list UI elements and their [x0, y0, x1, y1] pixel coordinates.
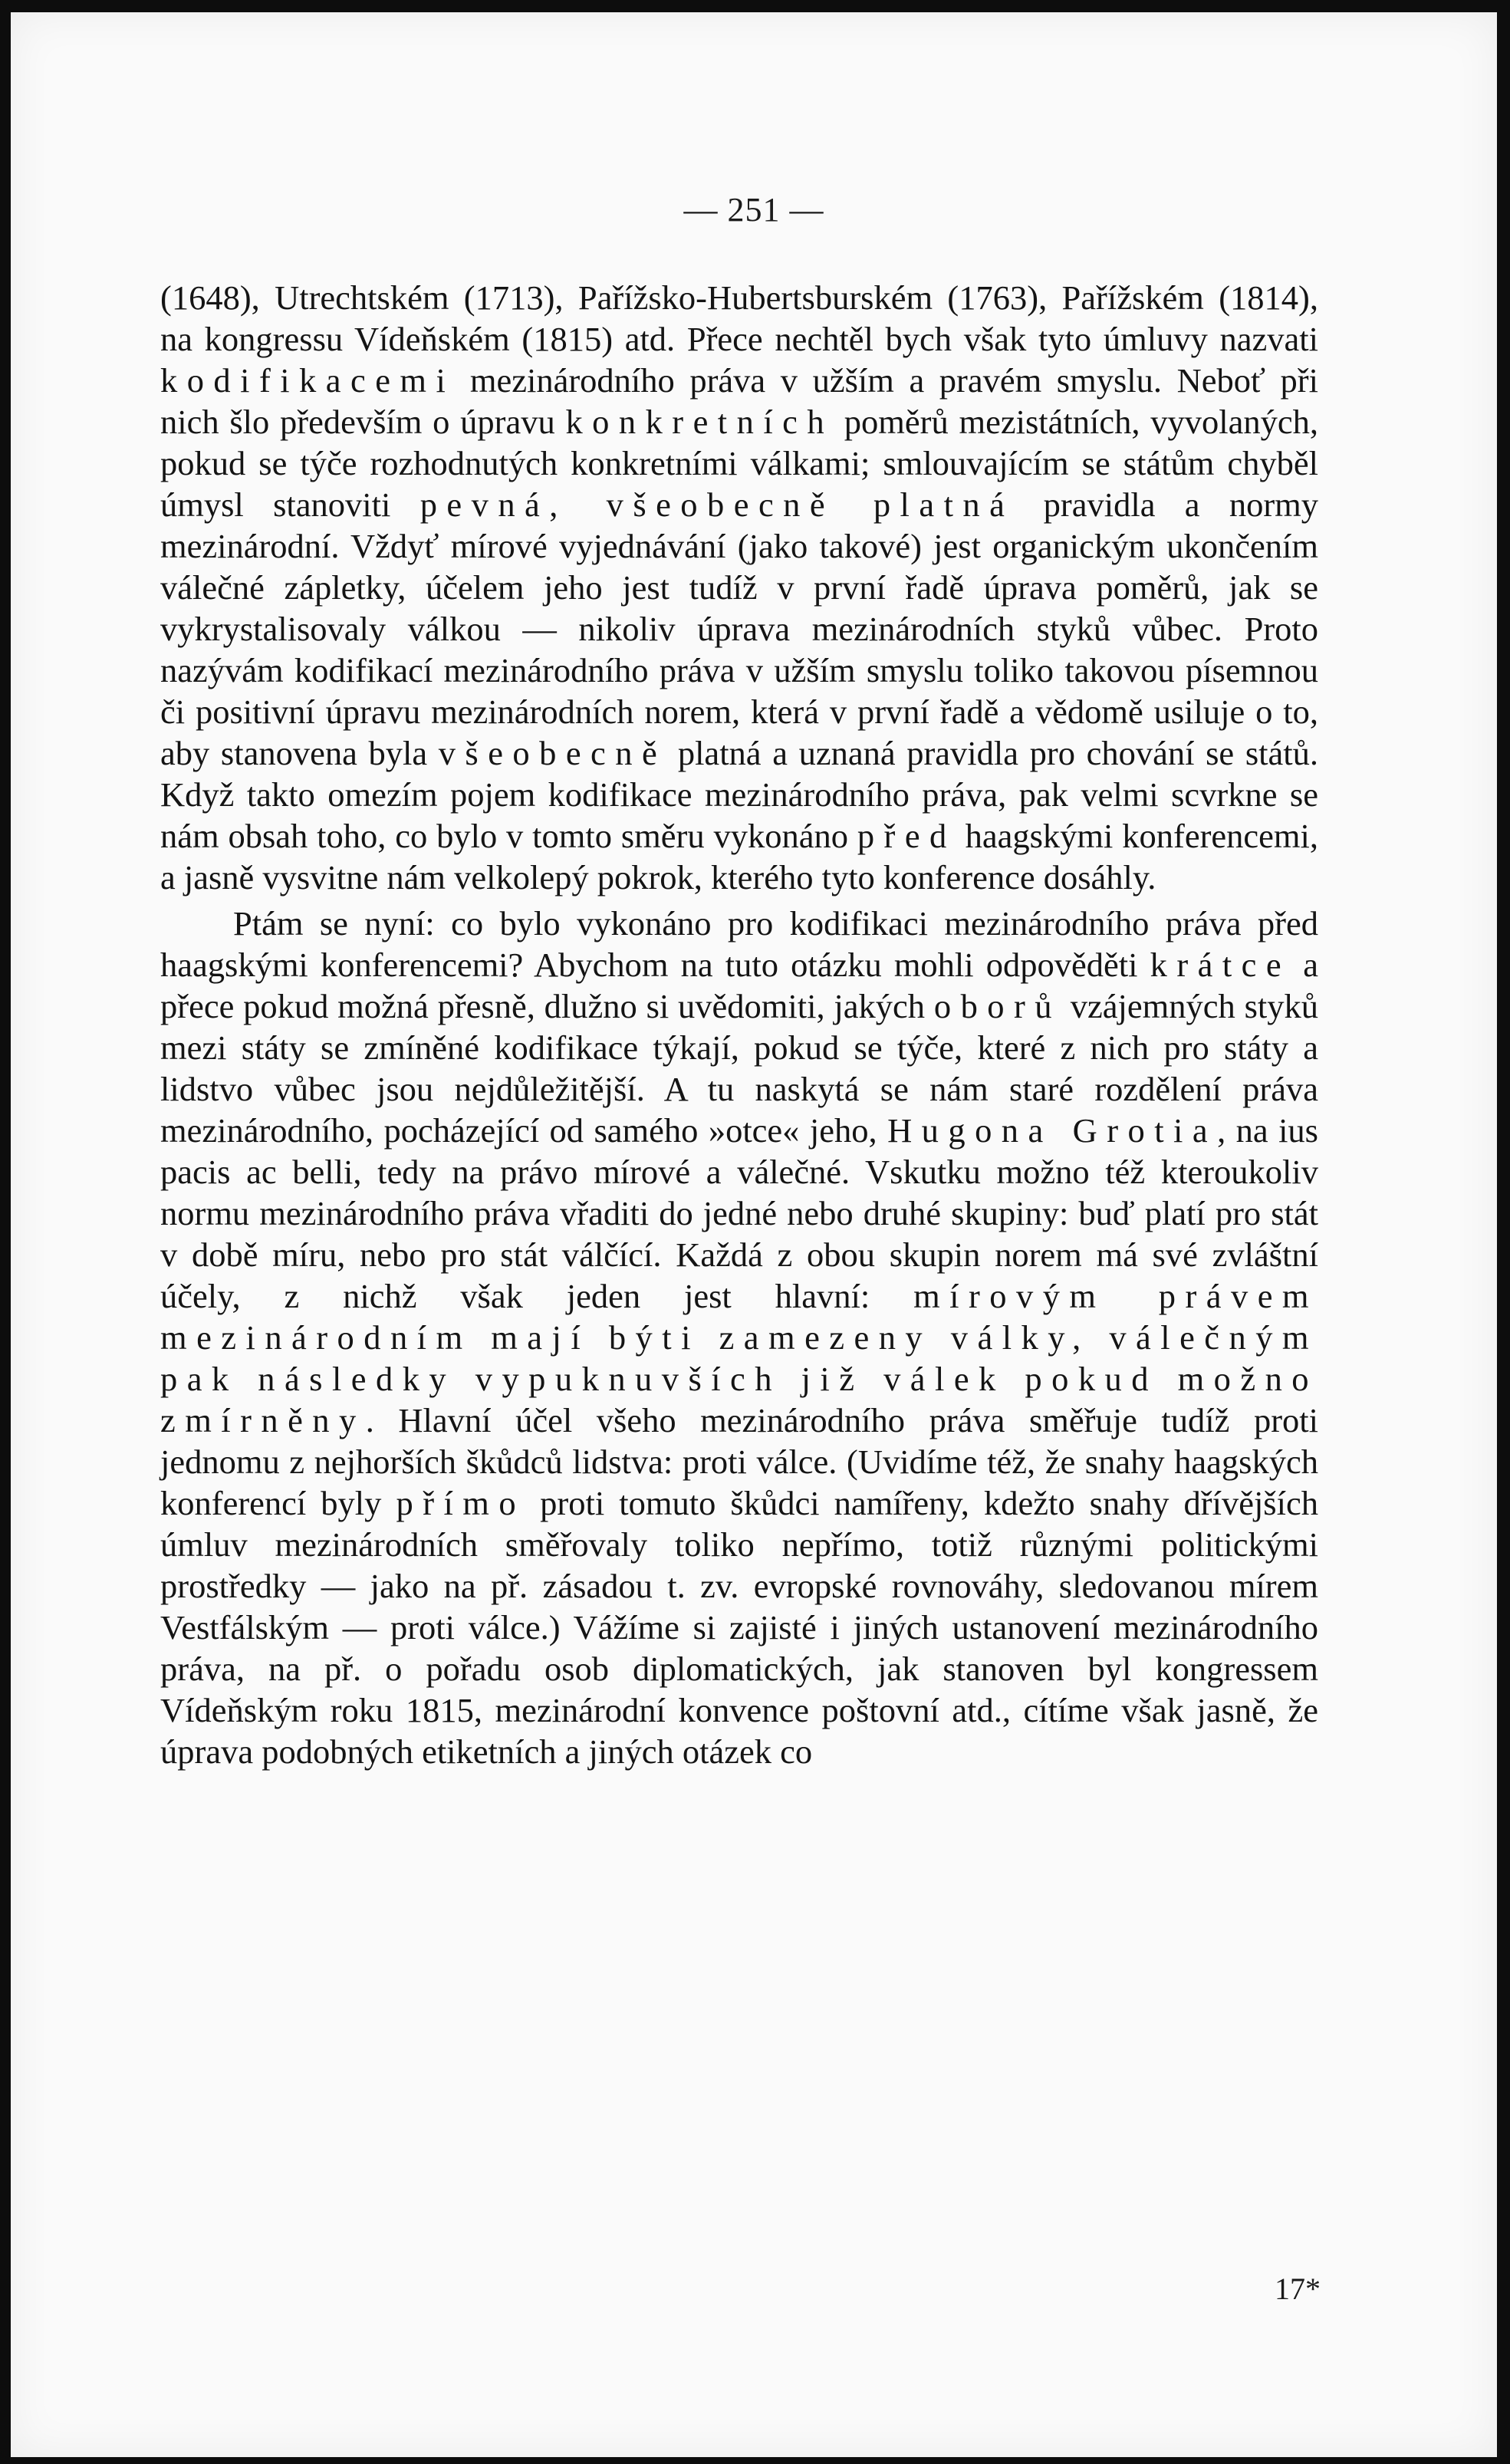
text-run: . Hlavní účel všeho mezinárodního práva směřuje tudíž proti jednomu z nejhorších škůdců lidstva: proti válce. (Uvidíme též, že snahy haagských konferencí byly [160, 1401, 1318, 1522]
signature-mark: 17* [1275, 2272, 1321, 2306]
paragraph-1 [160, 277, 1318, 898]
emphasis-spaced: před [857, 817, 956, 855]
book-page [11, 12, 1497, 2457]
text-run: a přece pokud možná přesně, dlužno si uvědomiti, jakých [160, 946, 1318, 1025]
text-run: mezinárodního práva v užším a pravém smyslu. Neboť při nich šlo především o úpravu [160, 361, 1318, 441]
text-run: poměrů mezistátních, vyvolaných, pokud se týče rozhodnutých konkretními válkami; smlouvajícím se státům chyběl úmysl stanoviti [160, 403, 1318, 524]
emphasis-spaced: pevná, všeobecně platná [419, 485, 1015, 524]
text-run: (1648), Utrechtském (1713), Pařížsko-Hubertsburském (1763), Pařížském (1814), na kongressu Vídeňském (1815) atd. Přece nechtěl bych však tyto úmluvy nazvati [160, 278, 1318, 358]
emphasis-spaced: oborů [933, 987, 1061, 1025]
emphasis-spaced: Hugona Grotia [887, 1111, 1218, 1150]
text-run: haagskými konferencemi, a jasně vysvitne nám velkolepý pokrok, kterého tyto konference dosáhly. [160, 817, 1318, 896]
emphasis-spaced: krátce [1150, 946, 1291, 984]
emphasis-spaced: mírovým právem mezinárodním mají býti zamezeny války, válečným pak následky vypuknuvších již válek pokud možno zmírněny [160, 1277, 1318, 1439]
paragraph-2 [160, 903, 1318, 1772]
body-text [160, 277, 1318, 1772]
text-run: vzájemných styků mezi státy se zmíněné kodifikace týkají, pokud se týče, které z nich pro státy a lidstvo vůbec jsou nejdůležitější. A tu naskytá se nám staré rozdělení práva mezinárodního, pocházející od samého »otce« jeho, [160, 987, 1318, 1150]
emphasis-spaced: kodifikacemi [160, 361, 456, 400]
emphasis-spaced: konkretních [565, 403, 834, 441]
text-run: platná a uznaná pravidla pro chování se států. Když takto omezím pojem kodifikace mezinárodního práva, pak velmi scvrkne se nám obsah toho, co bylo v tomto směru vykonáno [160, 734, 1318, 855]
emphasis-spaced: přímo [396, 1484, 526, 1522]
text-run: Ptám se nyní: co bylo vykonáno pro kodifikaci mezinárodního práva před haagskými konferencemi? Abychom na tuto otázku mohli odpověděti [160, 904, 1318, 984]
emphasis-spaced: všeobecně [438, 734, 667, 772]
page-number: — 251 — [683, 191, 824, 229]
text-run: , na ius pacis ac belli, tedy na právo mírové a válečné. Vskutku možno též kteroukoliv normu mezinárodního práva vřaditi do jedné nebo druhé skupiny: buď platí pro stát v době míru, nebo pro stát válčící. Každá z obou skupin norem má své zvláštní účely, z nichž však jeden jest hlavní: [160, 1111, 1318, 1315]
text-run: proti tomuto škůdci namířeny, kdežto snahy dřívějších úmluv mezinárodních směřovaly toliko nepřímo, totiž různými politickými prostředky — jako na př. zásadou t. zv. evropské rovnováhy, sledovanou mírem Vestfálským — proti válce.) Vážíme si zajisté i jiných ustanovení mezinárodního práva, na př. o pořadu osob diplomatických, jak stanoven byl kongressem Vídeňským roku 1815, mezinárodní konvence poštovní atd., cítíme však jasně, že úprava podobných etiketních a jiných otázek co [160, 1484, 1318, 1771]
text-run: pravidla a normy mezinárodní. Vždyť mírové vyjednávání (jako takové) jest organickým ukončením válečné zápletky, účelem jeho jest tudíž v první řadě úprava poměrů, jak se vykrystalisovaly válkou — nikoliv úprava mezinárodních styků vůbec. Proto nazývám kodifikací mezinárodního práva v užším smyslu toliko takovou písemnou či positivní úpravu mezinárodních norem, která v první řadě a vědomě usiluje o to, aby stanovena byla [160, 485, 1319, 772]
